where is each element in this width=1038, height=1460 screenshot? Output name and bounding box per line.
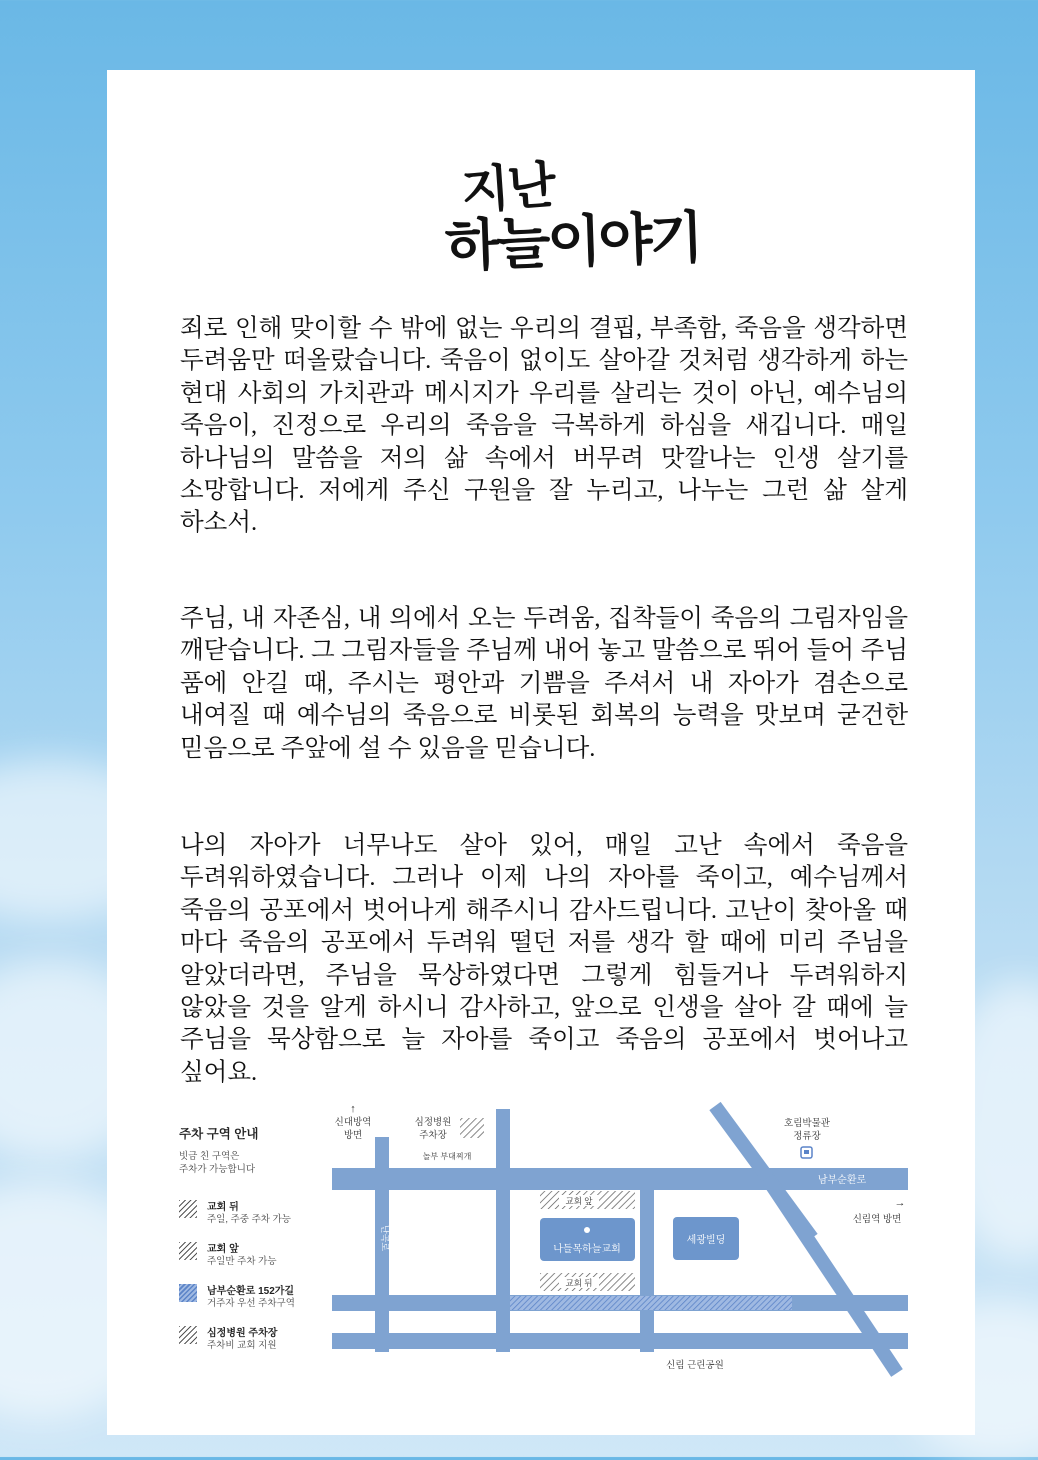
road-bottom — [332, 1333, 908, 1349]
church-back-label: 교회 뒤 — [565, 1278, 593, 1288]
sindaebang-label-1: 신대방역 — [334, 1117, 372, 1128]
church-location-dot-icon — [584, 1227, 590, 1233]
nangok-road-label: 난곡로 — [380, 1224, 390, 1252]
sindaebang-label-2: 방면 — [343, 1130, 363, 1141]
parking-legend: 주차 구역 안내 빗금 친 구역은 주차가 가능합니다 교회 뒤 주일, 주중 주차 가능 교회 앞 주일만 주차 가능 남부순환로 152가길 거주자 우선 주차구역 심정병원 주차장 주차비 교회 지원 — [179, 1124, 349, 1176]
nambu-road-label: 남부순환로 — [817, 1175, 867, 1186]
hospital-parking-zone — [460, 1118, 484, 1138]
simjeong-label-2: 주차장 — [419, 1130, 447, 1141]
horim-label-2: 정류장 — [793, 1131, 821, 1142]
title-line-2: 하늘이야기 — [444, 204, 702, 280]
title-line-1: 지난 — [459, 154, 556, 221]
church-front-label: 교회 앞 — [565, 1196, 593, 1206]
simjeong-label-1: 심정병원 — [414, 1117, 452, 1128]
sillim-station-label: 신림역 방면 — [852, 1214, 902, 1225]
park-label: 신림 근린공원 — [666, 1360, 724, 1371]
reflection-paragraph-3: 나의 자아가 너무나도 살아 있어, 매일 고난 속에서 죽음을 두려워하였습니다. 그러나 이제 나의 자아를 죽이고, 예수님께서 죽음의 공포에서 벗어나게 해주시니 감사드립니다. 고난이 찾아올 때 마다 죽음의 공포에서 두려워 떨던 저를 생각 할 때에 미리 주님을 알았더라면, 주님을 묵상하였다면 그렇게 힘들거나 두려워하지 않았을 것을 알게 하시니 감사하고, 앞으로 인생을 살아 갈 때에 늘 주님을 묵상함으로 늘 자아를 죽이고 죽음의 공포에서 벗어나고 싶어요. — [180, 832, 908, 1086]
calligraphy-title — [107, 148, 975, 278]
road-vertical-center — [496, 1109, 510, 1352]
reflection-paragraph-2: 주님, 내 자존심, 내 의에서 오는 두려움, 집착들이 죽음의 그림자임을 깨닫습니다. 그 그림자들을 주님께 내어 놓고 말씀으로 뛰어 들어 주님 품에 안길 때, 주시는 평안과 기쁨을 주셔서 내 자아가 겸손으로 내여질 때 예수님의 죽음으로 비롯된 회복의 능력을 맛보며 굳건한 믿음으로 주앞에 설 수 있음을 믿습니다. — [180, 605, 908, 762]
north-arrow-icon: ↑ — [350, 1103, 356, 1115]
legend-note: 빗금 친 구역은 주차가 가능합니다 — [179, 1151, 256, 1175]
church-label: 나들목하늘교회 — [553, 1244, 621, 1255]
parking-map — [107, 1098, 975, 1398]
bulletin-page — [107, 70, 975, 1435]
resident-parking-zone — [510, 1296, 792, 1310]
legend-title: 주차 구역 안내 — [179, 1127, 259, 1141]
east-arrow-icon: → — [894, 1197, 906, 1209]
road-vertical-right — [640, 1190, 654, 1352]
street-map-svg — [107, 1098, 975, 1398]
segwang-label: 세광빌딩 — [686, 1235, 726, 1246]
nolboo-label: 놀부 부대찌개 — [422, 1152, 472, 1161]
horim-label-1: 호림박물관 — [784, 1118, 830, 1129]
reflection-paragraph-1: 죄로 인해 맞이할 수 밖에 없는 우리의 결핍, 부족함, 죽음을 생각하면 두려움만 떠올랐습니다. 죽음이 없이도 살아갈 것처럼 생각하게 하는 현대 사회의 가치관과 메시지가 우리를 살리는 것이 아닌, 예수님의 죽음이, 진정으로 우리의 죽음을 극복하게 하심을 새깁니다. 매일 하나님의 말씀을 저의 삶 속에서 버무려 맛깔나는 인생 살기를 소망합니다. 저에게 주신 구원을 잘 누리고, 나누는 그런 삶 살게 하소서. — [180, 315, 908, 537]
